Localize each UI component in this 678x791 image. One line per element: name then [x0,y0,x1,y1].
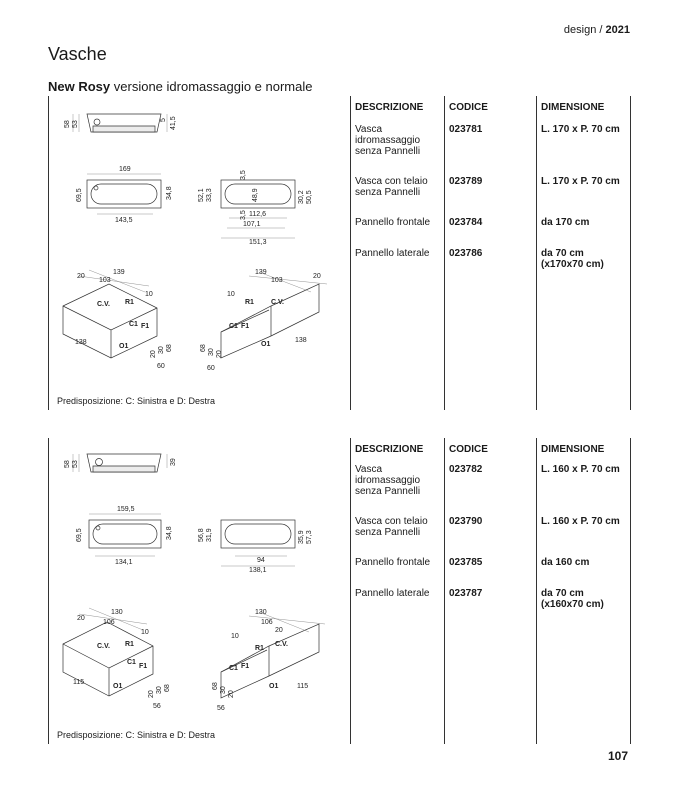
dim-top-len: 159,5 [117,506,135,513]
iso-view-left [63,269,173,370]
dim-side-r1: 39 [170,458,177,466]
section-title: Vasche [48,44,107,64]
iso-left-cv: C.V. [97,301,110,308]
product-block-160 [48,438,630,744]
top-view-left [76,506,173,566]
iso-right-h: 68 [212,682,219,690]
row-4-dim: da 70 cm (x160x70 cm) [541,588,604,610]
divider [630,96,631,410]
dim-top2-e: 3,5 [240,210,247,220]
iso-right-d: 10 [227,291,235,298]
iso-left-e: 138 [75,339,87,346]
product-subtitle: versione idromassaggio e normale [113,79,313,94]
row-3-dim: da 170 cm [541,217,590,228]
row-3-dim: da 160 cm [541,557,590,568]
iso-left-i: 56 [153,703,161,710]
dim-top2-f: 112,6 [249,211,266,218]
iso-left-r1: R1 [125,641,134,648]
dim-top-inner: 143,5 [115,217,133,224]
dim-top2-j: 57,3 [306,530,313,544]
dim-top-d: 34,8 [166,186,173,200]
dim-top2-h: 151,3 [249,239,267,246]
side-view [64,114,177,132]
side-view [64,454,177,472]
row-2-dim: L. 160 x P. 70 cm [541,516,620,527]
dim-top-w: 69,5 [76,188,83,202]
iso-right-c1: C1 [229,665,238,672]
iso-left-r1: R1 [125,299,134,306]
row-1-desc: Vasca idromassaggio senza Pannelli [355,124,421,157]
page-number: 107 [607,749,628,763]
row-1-desc: Vasca idromassaggio senza Pannelli [355,464,421,497]
brand-label: design / [563,24,603,36]
divider [350,96,351,410]
header-brand [564,24,630,36]
row-4-desc: Pannello laterale [355,248,430,259]
dim-top2-a: 52,1 [198,188,205,202]
iso-view-right [200,269,327,372]
product-name: New Rosy [48,79,111,94]
col-head-dim: DIMENSIONE [541,102,605,113]
dim-side-r1: 5 [160,118,167,122]
iso-left-i: 60 [157,363,165,370]
iso-right-o1: O1 [269,683,279,690]
dim-top2-h: 138,1 [249,567,267,574]
dim-top2-b: 33,3 [206,188,213,202]
year-label: 2021 [605,24,630,36]
col-head-desc: DESCRIZIONE [355,444,424,455]
row-4-code: 023786 [449,248,483,259]
col-head-desc: DESCRIZIONE [355,102,424,113]
iso-right-c1: C1 [229,323,238,330]
iso-right-c: 20 [313,273,321,280]
iso-right-o1: O1 [261,341,271,348]
dim-top2-a: 56,8 [198,528,205,542]
dim-top2-d: 3,5 [240,170,247,180]
iso-left-o1: O1 [119,343,129,350]
row-1-code: 023781 [449,124,483,135]
divider [444,438,445,744]
bathtub-drawing [49,96,351,386]
dim-side-h1: 58 [64,120,71,128]
iso-left-h: 68 [164,684,171,692]
row-2-code: 023789 [449,176,483,187]
dim-side-h1: 58 [64,460,71,468]
divider [536,438,537,744]
iso-left-c: 20 [77,615,85,622]
iso-right-i: 60 [207,365,215,372]
dim-top-len: 169 [119,166,131,173]
dim-top2-c: 48,9 [252,188,259,202]
iso-right-g: 30 [208,348,215,356]
iso-left-f: 20 [148,690,155,698]
iso-right-g: 30 [220,686,227,694]
row-3-desc: Pannello frontale [355,557,431,568]
dim-side-h2: 53 [72,120,79,128]
dim-top-d: 34,8 [166,526,173,540]
note: Predisposizione: C: Sinistra e D: Destra [57,730,216,740]
iso-right-b: 106 [261,619,273,626]
iso-left-f1: F1 [141,323,150,330]
dim-top2-j: 50,5 [306,190,313,204]
iso-view-right [212,609,325,712]
iso-right-d: 10 [231,633,239,640]
iso-left-f1: F1 [139,663,148,670]
dim-top-inner: 134,1 [115,559,133,566]
dim-side-h2: 53 [72,460,79,468]
iso-left-a: 139 [113,269,125,276]
iso-left-c1: C1 [127,659,136,666]
iso-right-e: 138 [295,337,307,344]
iso-left-cv: C.V. [97,643,110,650]
dim-top2-g: 107,1 [243,221,261,228]
dim-top2-i: 35,9 [298,530,305,544]
divider [630,438,631,744]
iso-right-h: 68 [200,344,207,352]
divider [444,96,445,410]
iso-right-c: 20 [275,627,283,634]
col-head-code: CODICE [449,444,488,455]
iso-right-f: 20 [216,350,223,358]
dim-top2-b: 31,9 [206,528,213,542]
iso-left-a: 130 [111,609,123,616]
divider [350,438,351,744]
iso-right-a: 139 [255,269,267,276]
row-3-code: 023785 [449,557,483,568]
row-2-desc: Vasca con telaio senza Pannelli [355,176,428,198]
row-4-code: 023787 [449,588,483,599]
iso-right-cv: C.V. [271,299,284,306]
product-title [48,79,312,94]
row-2-code: 023790 [449,516,483,527]
col-head-dim: DIMENSIONE [541,444,605,455]
bathtub-drawing [49,438,351,720]
iso-left-o1: O1 [113,683,123,690]
iso-left-g: 30 [158,346,165,354]
row-3-desc: Pannello frontale [355,217,431,228]
dim-side-r2: 41,5 [170,116,177,130]
iso-left-c1: C1 [129,321,138,328]
top-view-right [198,170,313,246]
technical-drawings [48,438,351,744]
row-4-dim: da 70 cm (x170x70 cm) [541,248,604,270]
top-view-left [76,166,173,224]
dim-top-w: 69,5 [76,528,83,542]
col-head-code: CODICE [449,102,488,113]
divider [536,96,537,410]
top-view-right [198,520,313,574]
row-2-desc: Vasca con telaio senza Pannelli [355,516,428,538]
iso-left-e: 115 [73,679,85,686]
row-1-dim: L. 170 x P. 70 cm [541,124,620,135]
row-1-dim: L. 160 x P. 70 cm [541,464,620,475]
iso-left-f: 20 [150,350,157,358]
dim-top2-f: 94 [257,557,265,564]
iso-right-r1: R1 [255,645,264,652]
iso-right-f: 20 [228,690,235,698]
iso-right-cv: C.V. [275,641,288,648]
product-block-170 [48,96,630,410]
iso-view-left [63,608,171,710]
iso-right-i: 56 [217,705,225,712]
iso-right-b: 103 [271,277,283,284]
iso-left-g: 30 [156,686,163,694]
row-2-dim: L. 170 x P. 70 cm [541,176,620,187]
technical-drawings [48,96,351,410]
iso-left-d: 10 [141,629,149,636]
dim-top2-i: 30,2 [298,190,305,204]
row-1-code: 023782 [449,464,483,475]
iso-right-f1: F1 [241,663,250,670]
row-4-desc: Pannello laterale [355,588,430,599]
iso-left-h: 68 [166,344,173,352]
iso-right-f1: F1 [241,323,250,330]
iso-left-c: 20 [77,273,85,280]
iso-left-d: 10 [145,291,153,298]
iso-left-b: 103 [99,277,111,284]
iso-right-a: 130 [255,609,267,616]
row-3-code: 023784 [449,217,483,228]
note: Predisposizione: C: Sinistra e D: Destra [57,396,216,406]
iso-right-e: 115 [297,683,309,690]
iso-right-r1: R1 [245,299,254,306]
iso-left-b: 106 [103,619,115,626]
